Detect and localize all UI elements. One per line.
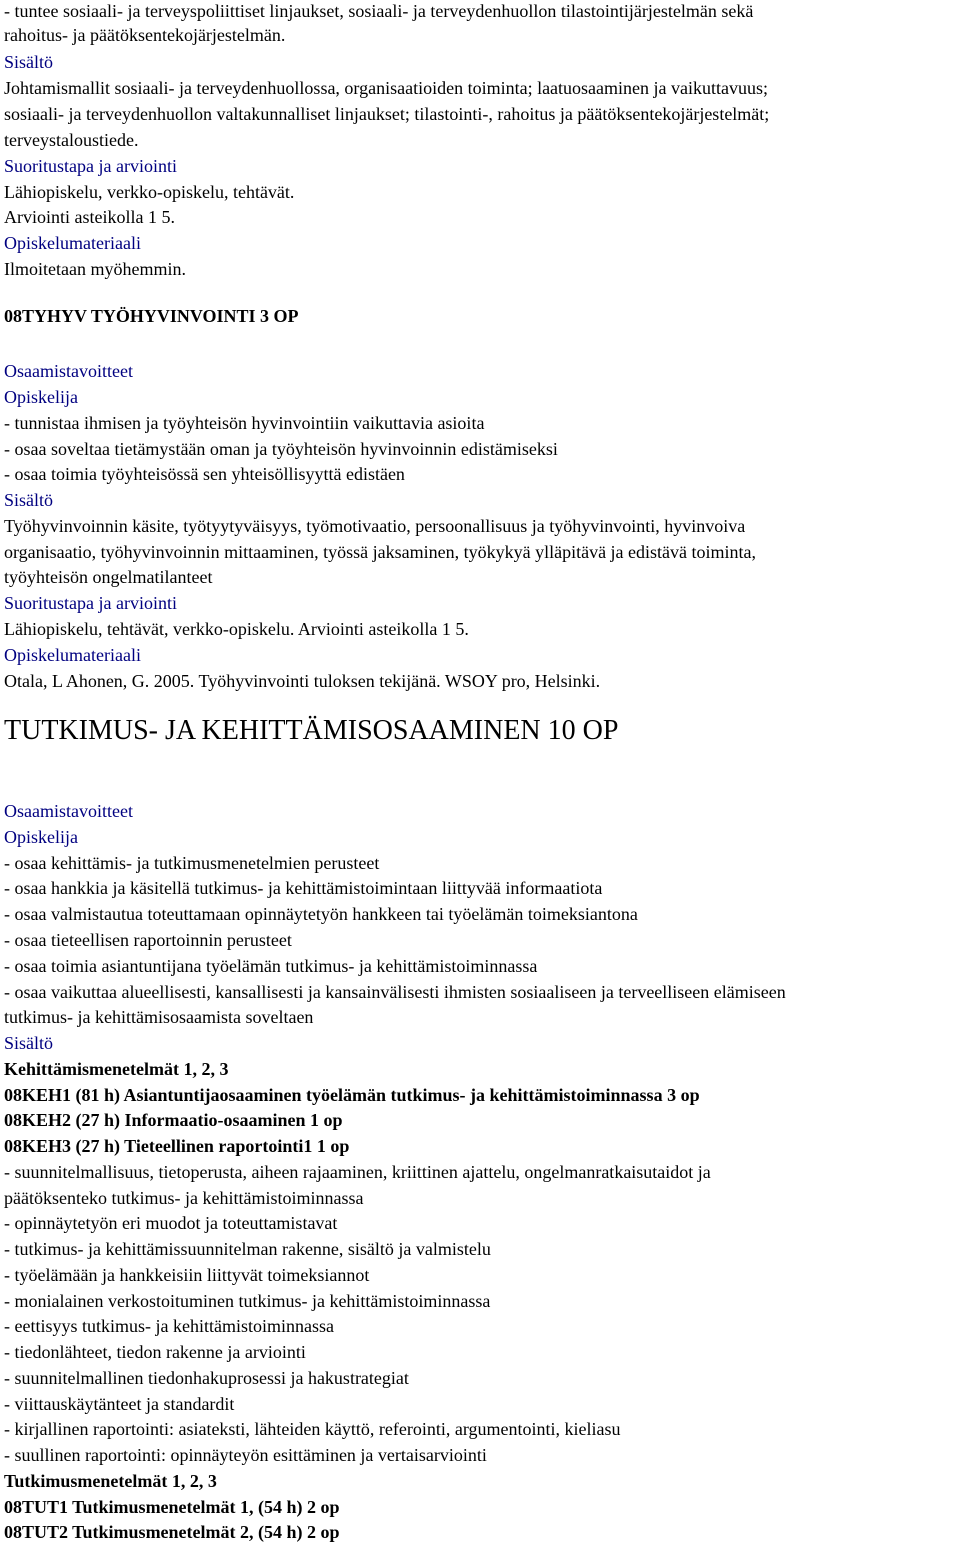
bullet-item: - kirjallinen raportointi: asiateksti, lähteiden käyttö, referointi, argumentointi, kieliasu xyxy=(4,1419,621,1439)
section-label-objectives: Osaamistavoitteet xyxy=(4,801,133,821)
bullet-item: - tuntee sosiaali- ja terveyspoliittiset linjaukset, sosiaali- ja terveydenhuollon tilastointijärjestelmän sekä xyxy=(4,1,754,21)
text-line: Työhyvinvoinnin käsite, työtyytyväisyys, työmotivaatio, persoonallisuus ja työhyvinvointi, hyvinvoiva xyxy=(4,516,746,536)
text-line: Otala, L Ahonen, G. 2005. Työhyvinvointi tuloksen tekijänä. WSOY pro, Helsinki. xyxy=(4,671,601,691)
module-line: 08KEH3 (27 h) Tieteellinen raportointi1 1 op xyxy=(4,1136,350,1156)
bullet-item: - osaa vaikuttaa alueellisesti, kansallisesti ja kansainvälisesti ihmisten sosiaaliseen ja terveelliseen elämiseen xyxy=(4,982,786,1002)
course-heading: 08TYHYV TYÖHYVINVOINTI 3 OP xyxy=(4,306,299,326)
module-line: 08TUT2 Tutkimusmenetelmät 2, (54 h) 2 op xyxy=(4,1522,340,1542)
text-line: tutkimus- ja kehittämisosaamista soveltaen xyxy=(4,1007,314,1027)
bullet-item: - osaa hankkia ja käsitellä tutkimus- ja kehittämistoimintaan liittyvää informaatiota xyxy=(4,878,603,898)
main-heading: TUTKIMUS- JA KEHITTÄMISOSAAMINEN 10 OP xyxy=(4,715,619,746)
bullet-item: - suullinen raportointi: opinnäyteyön esittäminen ja vertaisarviointi xyxy=(4,1445,487,1465)
text-line: organisaatio, työhyvinvoinnin mittaaminen, työssä jaksaminen, työkykyä ylläpitävä ja edistävä toiminta, xyxy=(4,542,757,562)
module-line: Tutkimusmenetelmät 1, 2, 3 xyxy=(4,1471,217,1491)
section-label-assessment: Suoritustapa ja arviointi xyxy=(4,593,177,613)
bullet-item: - viittauskäytänteet ja standardit xyxy=(4,1394,235,1414)
bullet-item: - tutkimus- ja kehittämissuunnitelman rakenne, sisältö ja valmistelu xyxy=(4,1239,491,1259)
section-label-content: Sisältö xyxy=(4,490,54,510)
module-line: 08KEH1 (81 h) Asiantuntijaosaaminen työelämän tutkimus- ja kehittämistoiminnassa 3 op xyxy=(4,1085,700,1105)
section-label-assessment: Suoritustapa ja arviointi xyxy=(4,156,177,176)
bullet-item: - eettisyys tutkimus- ja kehittämistoiminnassa xyxy=(4,1316,334,1336)
bullet-item: - osaa tieteellisen raportoinnin perusteet xyxy=(4,930,292,950)
section-label-student: Opiskelija xyxy=(4,387,78,407)
section-label-objectives: Osaamistavoitteet xyxy=(4,361,133,381)
section-label-content: Sisältö xyxy=(4,52,54,72)
section-label-material: Opiskelumateriaali xyxy=(4,645,141,665)
bullet-item: - tiedonlähteet, tiedon rakenne ja arviointi xyxy=(4,1342,306,1362)
bullet-item: - suunnitelmallinen tiedonhakuprosessi ja hakustrategiat xyxy=(4,1368,409,1388)
bullet-item: - monialainen verkostoituminen tutkimus- ja kehittämistoiminnassa xyxy=(4,1291,491,1311)
text-line: terveystaloustiede. xyxy=(4,130,139,150)
text-line: päätöksenteko tutkimus- ja kehittämistoiminnassa xyxy=(4,1188,364,1208)
bullet-item: - työelämään ja hankkeisiin liittyvät toimeksiannot xyxy=(4,1265,370,1285)
bullet-item: - opinnäytetyön eri muodot ja toteuttamistavat xyxy=(4,1213,338,1233)
module-line: Kehittämismenetelmät 1, 2, 3 xyxy=(4,1059,229,1079)
section-label-content: Sisältö xyxy=(4,1033,54,1053)
module-line: 08KEH2 (27 h) Informaatio-osaaminen 1 op xyxy=(4,1110,343,1130)
bullet-item: - suunnitelmallisuus, tietoperusta, aiheen rajaaminen, kriittinen ajattelu, ongelmanratkaisutaidot ja xyxy=(4,1162,711,1182)
text-line: Lähiopiskelu, tehtävät, verkko-opiskelu. Arviointi asteikolla 1 5. xyxy=(4,619,469,639)
text-line: Ilmoitetaan myöhemmin. xyxy=(4,259,186,279)
section-label-material: Opiskelumateriaali xyxy=(4,233,141,253)
bullet-item: - osaa valmistautua toteuttamaan opinnäytetyön hankkeen tai työelämän toimeksiantona xyxy=(4,904,638,924)
bullet-item: - osaa kehittämis- ja tutkimusmenetelmien perusteet xyxy=(4,853,380,873)
bullet-item: - osaa toimia työyhteisössä sen yhteisöllisyyttä edistäen xyxy=(4,464,405,484)
bullet-item: - tunnistaa ihmisen ja työyhteisön hyvinvointiin vaikuttavia asioita xyxy=(4,413,485,433)
text-line: Johtamismallit sosiaali- ja terveydenhuollossa, organisaatioiden toiminta; laatuosaaminen ja vaikuttavuus; xyxy=(4,78,768,98)
module-line: 08TUT1 Tutkimusmenetelmät 1, (54 h) 2 op xyxy=(4,1497,340,1517)
text-line: työyhteisön ongelmatilanteet xyxy=(4,567,213,587)
text-line: Arviointi asteikolla 1 5. xyxy=(4,207,175,227)
bullet-item: - osaa toimia asiantuntijana työelämän tutkimus- ja kehittämistoiminnassa xyxy=(4,956,538,976)
text-line: rahoitus- ja päätöksentekojärjestelmän. xyxy=(4,25,286,45)
text-line: Lähiopiskelu, verkko-opiskelu, tehtävät. xyxy=(4,182,295,202)
text-line: sosiaali- ja terveydenhuollon valtakunnalliset linjaukset; tilastointi-, rahoitus ja päätöksentekojärjestelmät; xyxy=(4,104,770,124)
section-label-student: Opiskelija xyxy=(4,827,78,847)
bullet-item: - osaa soveltaa tietämystään oman ja työyhteisön hyvinvoinnin edistämiseksi xyxy=(4,439,558,459)
